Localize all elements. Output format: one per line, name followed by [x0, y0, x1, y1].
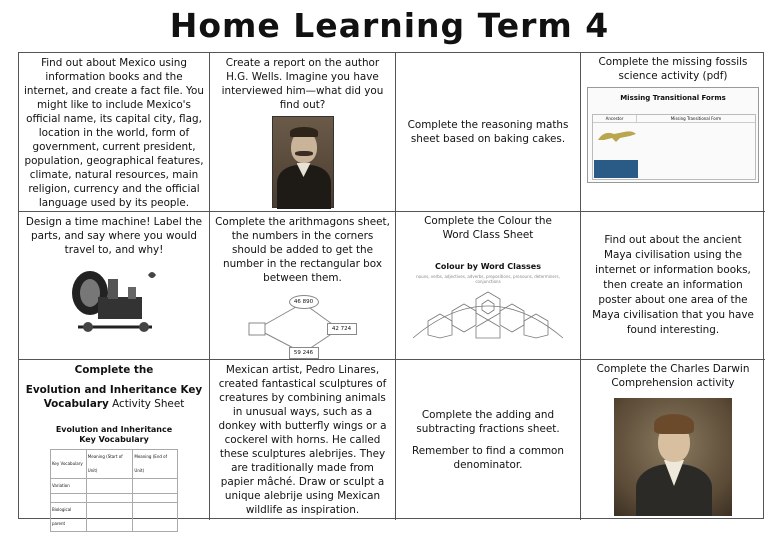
- colour-word-diagram: [403, 284, 573, 338]
- cell-fractions: [396, 360, 581, 520]
- page-title: Home Learning Term 4: [169, 6, 610, 45]
- cell-hg-wells: [210, 53, 396, 212]
- cell-evolution-vocabulary: [19, 360, 210, 526]
- evolution-line2: [23, 383, 205, 411]
- vocab-sheet-title-2: Key Vocabulary: [79, 435, 149, 444]
- activity-grid: [18, 52, 764, 526]
- vocab-sheet-thumbnail: [48, 425, 180, 532]
- cell-alebrijes: [210, 360, 396, 520]
- fossils-sheet-thumbnail: [587, 87, 759, 183]
- arithmagon-diagram: [243, 291, 363, 363]
- cell-reasoning-maths: [396, 53, 581, 212]
- dinosaur-image: [594, 126, 638, 144]
- time-machine-illustration: [68, 263, 160, 335]
- darwin-text: Complete the Charles Darwin Comprehension activity: [596, 363, 750, 389]
- vocab-row-label: Biological parent: [51, 503, 87, 532]
- hg-wells-portrait: [272, 116, 334, 208]
- colour-sheet-legend: nouns, verbs, adjectives, adverbs, prepositions, pronouns, determiners, conjunctions: [416, 274, 560, 284]
- time-machine-text: Design a time machine! Label the parts, and say where you would travel to, and why!: [25, 216, 203, 256]
- cell-darwin: [581, 360, 765, 520]
- fossils-col-ancestor: Ancestor: [593, 115, 637, 122]
- vocab-header: Key Vocabulary: [51, 450, 87, 479]
- colour-sheet-title: Colour by Word Classes: [435, 262, 541, 271]
- arithmagon-top: 46 890: [289, 295, 319, 309]
- vocab-sheet-title-1: Evolution and Inheritance: [55, 425, 173, 434]
- vocab-header: Meaning (End of Unit): [133, 450, 178, 479]
- cell-missing-fossils: [581, 53, 765, 212]
- evolution-key-vocab-title: Evolution and Inheritance Key Vocabulary: [25, 384, 203, 410]
- mexico-text: Find out about Mexico using information books and the internet, and create a fact file. You might like to include Mexico's official name, its capital city, flag, location in the world, form of government, current president, population, geographical features, climate, natural resources, main religion, currency and the official language used by its people.: [24, 57, 204, 209]
- vocab-header: Meaning (Start of Unit): [86, 450, 133, 479]
- arithmagon-right: 42 724: [327, 323, 357, 335]
- cell-mexico-fact-file: [19, 53, 210, 212]
- vocab-row-label: Variation: [51, 479, 87, 494]
- fractions-text-1: Complete the adding and subtracting fractions sheet.: [416, 409, 560, 435]
- fossils-col-missing: Missing Transitional Form: [670, 116, 722, 121]
- maya-text: Find out about the ancient Maya civilisation using the internet or information books, then create an information poster about one area of the Maya civilisation that you have found interesting.: [592, 234, 754, 336]
- cell-colour-word: [396, 212, 581, 360]
- reasoning-text: Complete the reasoning maths sheet based on baking cakes.: [407, 119, 569, 145]
- colour-word-text: Complete the Colour the Word Class Sheet: [424, 215, 552, 241]
- fractions-text-2: Remember to find a common denominator.: [411, 445, 565, 471]
- cell-maya: [581, 212, 765, 360]
- vocab-table: [50, 449, 178, 532]
- cell-arithmagons: [210, 212, 396, 360]
- evolution-activity-sheet: Activity Sheet: [108, 398, 185, 410]
- wells-text: Create a report on the author H.G. Wells. Imagine you have interviewed him—what did you find out?: [221, 57, 384, 111]
- arithmagon-bottom: 59 246: [289, 347, 319, 359]
- alebrijes-text: Mexican artist, Pedro Linares, created fantastical sculptures of creatures by combining animals in unusual ways, such as a donkey with butterfly wings or a cockerel with horns. He called these sculptures alebrijes. They are traditionally made from papier mâché. Draw or sculpt a unique alebrije using Mexican wildlife as inspiration.: [218, 364, 387, 516]
- fossils-sheet-title: Missing Transitional Forms: [620, 94, 726, 102]
- arithmagons-text: Complete the arithmagons sheet, the numbers in the corners should be added to get the number in the rectangular box between them.: [215, 216, 390, 284]
- cell-time-machine: [19, 212, 210, 360]
- fossils-text: Complete the missing fossils science activity (pdf): [598, 56, 748, 82]
- whale-image: [594, 160, 638, 178]
- colour-word-sheet-thumbnail: [403, 260, 573, 340]
- vocab-row-label: [51, 494, 87, 503]
- charles-darwin-portrait: [614, 398, 732, 516]
- evolution-line1: Complete the: [74, 364, 154, 376]
